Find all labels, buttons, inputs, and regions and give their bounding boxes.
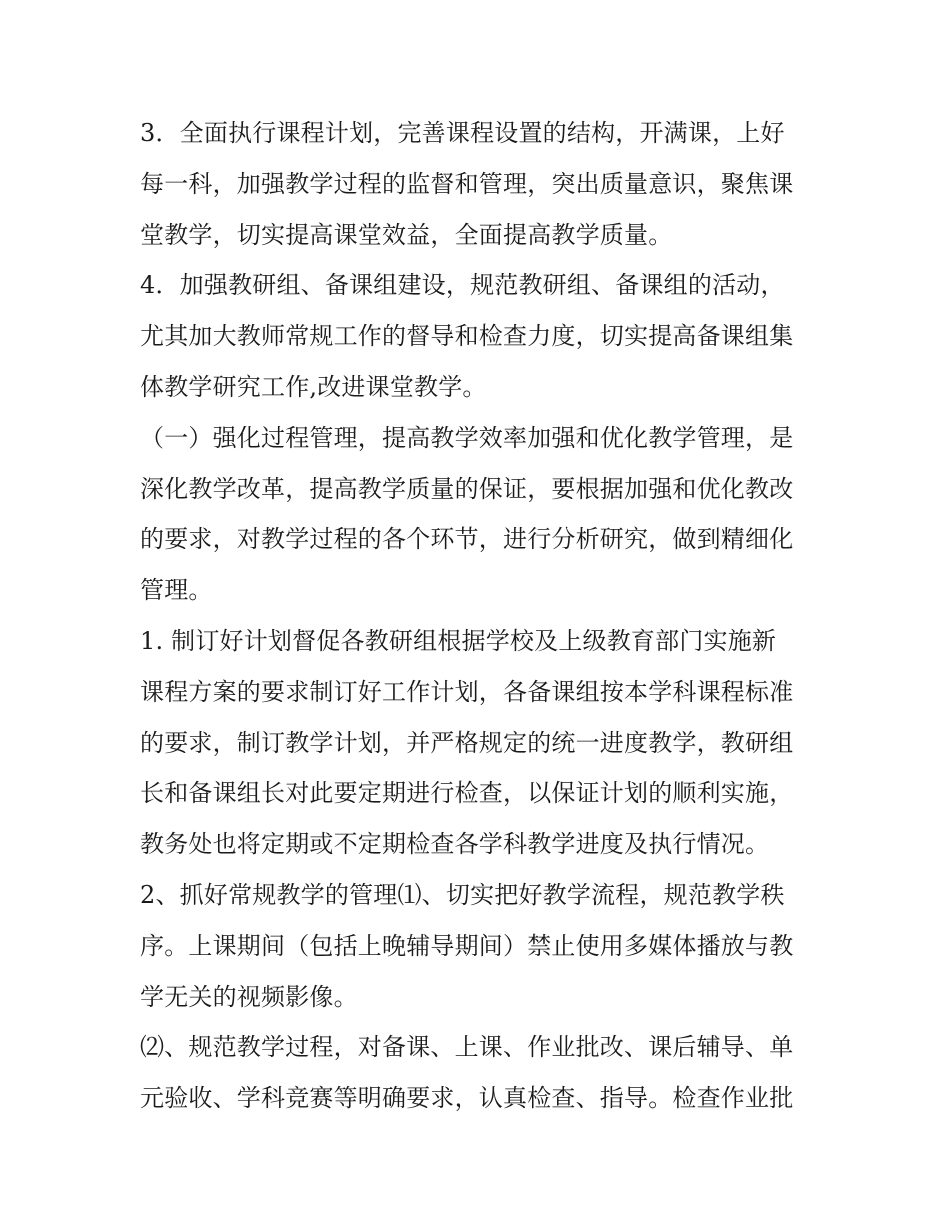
- text-line: ⑵、规范教学过程，对备课、上课、作业批改、课后辅导、单: [140, 1033, 794, 1062]
- text-line: 元验收、学科竞赛等明确要求，认真检查、指导。检查作业批: [140, 1084, 794, 1113]
- text-line: 深化教学改革，提高教学质量的保证，要根据加强和优化教改: [140, 474, 794, 503]
- text-line: 4．加强教研组、备课组建设，规范教研组、备课组的活动，: [140, 271, 785, 300]
- text-line: 管理。: [140, 576, 213, 605]
- text-line: 的要求，对教学过程的各个环节，进行分析研究，做到精细化: [140, 525, 794, 554]
- text-line: 的要求，制订教学计划，并严格规定的统一进度教学，教研组: [140, 728, 794, 757]
- text-line: （一）强化过程管理，提高教学效率加强和优化教学管理，是: [140, 423, 794, 452]
- text-line: 课程方案的要求制订好工作计划，各备课组按本学科课程标准: [140, 677, 794, 706]
- text-line: 体教学研究工作,改进课堂教学。: [140, 372, 487, 401]
- text-line: 序。上课期间（包括上晚辅导期间）禁止使用多媒体播放与教: [140, 931, 794, 960]
- text-line: 尤其加大教师常规工作的督导和检查力度，切实提高备课组集: [140, 322, 794, 351]
- text-line: 每一科，加强教学过程的监督和管理，突出质量意识，聚焦课: [140, 169, 794, 198]
- text-line: 学无关的视频影像。: [140, 982, 358, 1011]
- text-line: 2、抓好常规教学的管理⑴、切实把好教学流程，规范教学秩: [140, 880, 785, 909]
- text-line: 3．全面执行课程计划，完善课程设置的结构，开满课，上好: [140, 119, 785, 147]
- text-line: 教务处也将定期或不定期检查各学科教学进度及执行情况。: [140, 830, 770, 859]
- text-line: 长和备课组长对此要定期进行检查，以保证计划的顺利实施，: [140, 779, 794, 808]
- text-line: 堂教学，切实提高课堂效益，全面提高教学质量。: [140, 220, 673, 249]
- document-body: [140, 108, 820, 1124]
- text-line: 1. 制订好计划督促各教研组根据学校及上级教育部门实施新: [140, 626, 777, 655]
